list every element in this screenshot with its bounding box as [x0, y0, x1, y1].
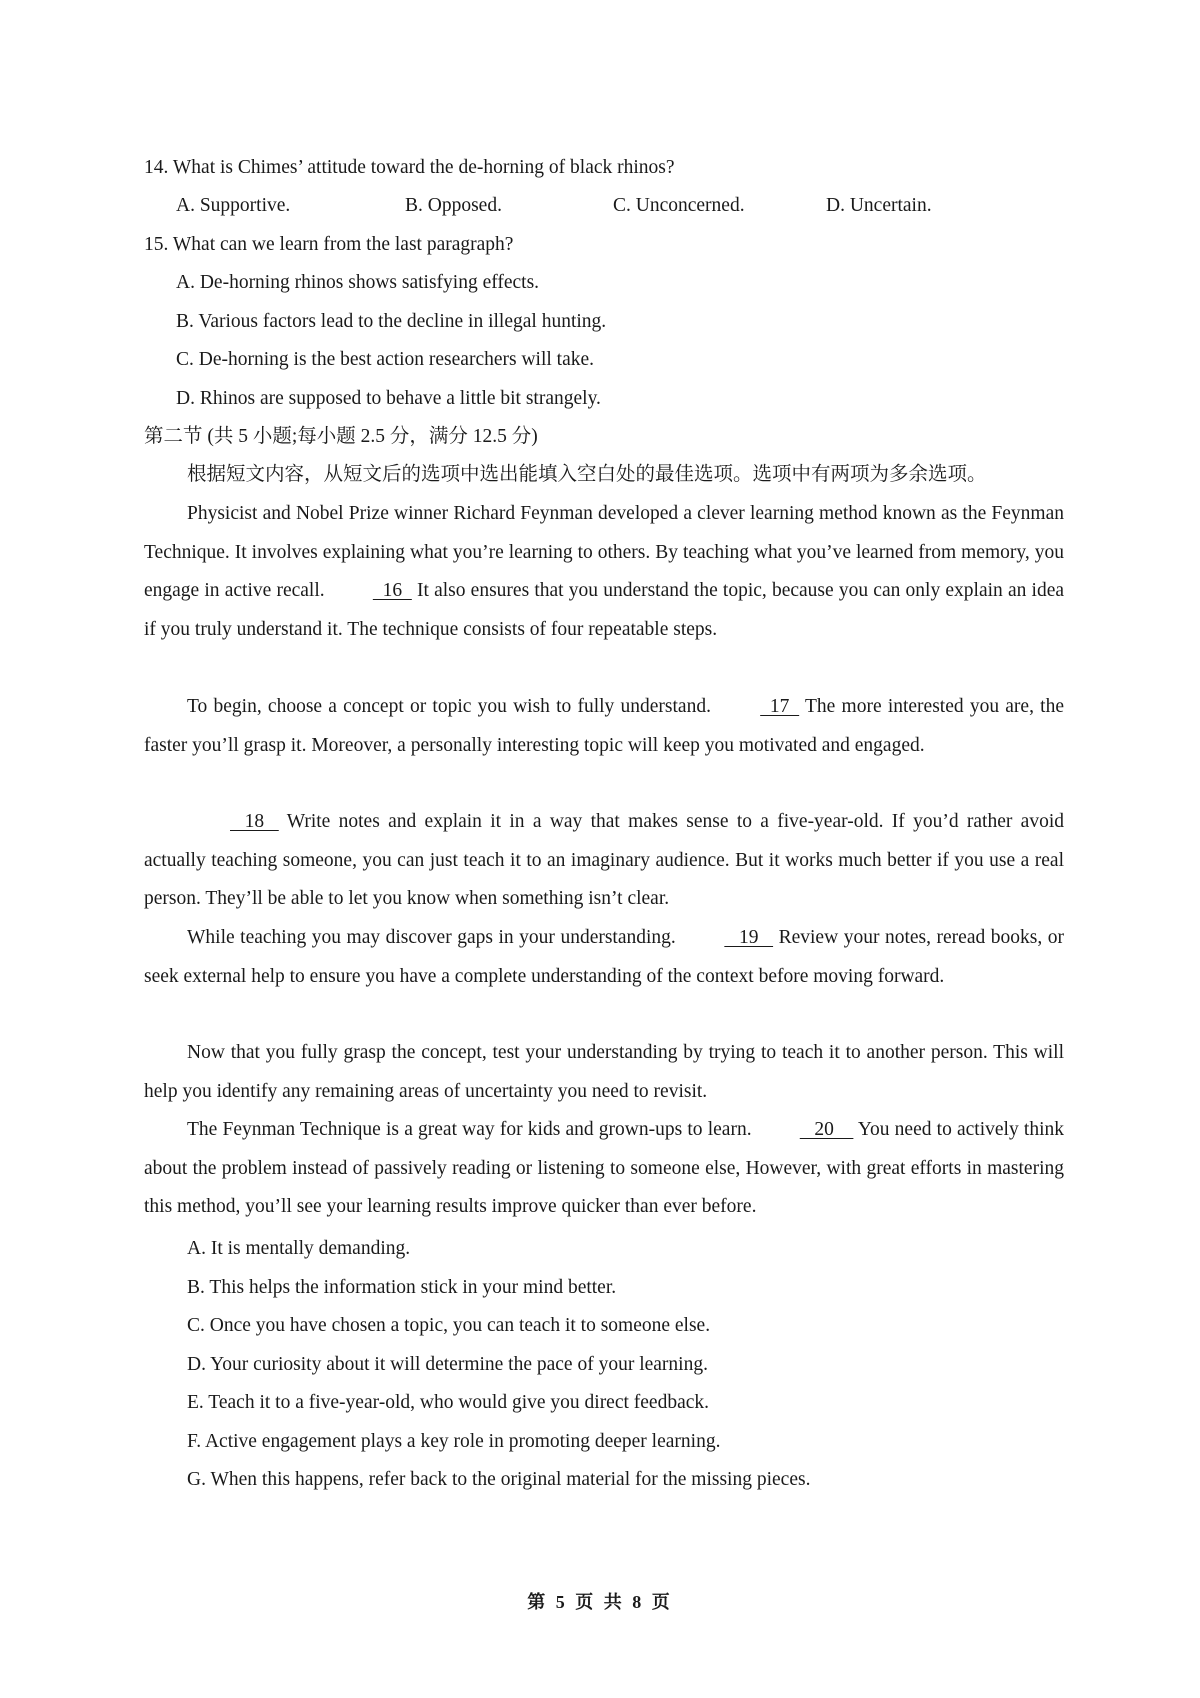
- section-2-heading: 第二节 (共 5 小题;每小题 2.5 分，满分 12.5 分): [144, 426, 538, 447]
- paragraph-text: The Feynman Technique is a great way for kids and grown-ups to learn.: [187, 1119, 757, 1140]
- choice-b: B. This helps the information stick in your mind better.: [187, 1277, 617, 1298]
- question-15-stem: 15. What can we learn from the last paragraph?: [144, 234, 514, 255]
- question-15-option-a: A. De-horning rhinos shows satisfying effects.: [176, 272, 540, 293]
- paragraph-text: To begin, choose a concept or topic you wish to fully understand.: [187, 696, 718, 717]
- blank-16: 16: [372, 580, 412, 601]
- paragraph-text: Physicist and Nobel Prize winner Richard Feynman developed a clever learning method known as the Feynman Technique. It involves explaining what you’re learning to others. By teaching what you’ve learned from memory, you engage in active recall.: [144, 503, 1064, 601]
- paragraph-text: Review your notes, reread books, or seek external help to ensure you have a complete understanding of the context before moving forward.: [144, 927, 1064, 987]
- passage-paragraph-6: [144, 1111, 1064, 1227]
- question-15-option-b: B. Various factors lead to the decline in illegal hunting.: [176, 311, 607, 332]
- choice-e: E. Teach it to a five-year-old, who would give you direct feedback.: [187, 1392, 710, 1413]
- passage-paragraph-1: [144, 495, 1064, 649]
- paragraph-text: It also ensures that you understand the topic, because you can only explain an idea if you truly understand it. The technique consists of four repeatable steps.: [144, 580, 1064, 640]
- question-15-option-c: C. De-horning is the best action researchers will take.: [176, 349, 595, 370]
- passage-paragraph-4: [144, 919, 1064, 996]
- blank-20: 20: [799, 1119, 854, 1140]
- question-14-option-d: D. Uncertain.: [826, 195, 932, 216]
- question-15-option-d: D. Rhinos are supposed to behave a little bit strangely.: [176, 388, 601, 409]
- passage-paragraph-2: [144, 688, 1064, 765]
- paragraph-text: While teaching you may discover gaps in your understanding.: [187, 927, 682, 948]
- section-2-instruction: 根据短文内容，从短文后的选项中选出能填入空白处的最佳选项。选项中有两项为多余选项。: [187, 464, 987, 485]
- passage-paragraph-5: Now that you fully grasp the concept, test your understanding by trying to teach it to another person. This will help you identify any remaining areas of uncertainty you need to revisit.: [144, 1042, 1064, 1102]
- choice-d: D. Your curiosity about it will determine the pace of your learning.: [187, 1354, 708, 1375]
- paragraph-text: Write notes and explain it in a way that makes sense to a five-year-old. If you’d rather avoid actually teaching someone, you can just teach it to an imaginary audience. But it works much better if you use a real person. They’ll be able to let you know when something isn’t clear.: [144, 811, 1064, 909]
- blank-17: 17: [760, 696, 800, 717]
- question-14-option-b: B. Opposed.: [405, 195, 502, 216]
- page-number-footer: 第 5 页 共 8 页: [527, 1592, 673, 1612]
- choice-g: G. When this happens, refer back to the original material for the missing pieces.: [187, 1469, 811, 1490]
- blank-19: 19: [724, 927, 774, 948]
- choice-f: F. Active engagement plays a key role in promoting deeper learning.: [187, 1431, 721, 1452]
- question-14-stem: 14. What is Chimes’ attitude toward the de-horning of black rhinos?: [144, 157, 675, 178]
- question-14-option-c: C. Unconcerned.: [613, 195, 745, 216]
- paragraph-text: The more interested you are, the faster you’ll grasp it. Moreover, a personally interesting topic will keep you motivated and engaged.: [144, 696, 1064, 756]
- paragraph-text: You need to actively think about the problem instead of passively reading or listening to someone else, However, with great efforts in mastering this method, you’ll see your learning results improve quicker than ever before.: [144, 1119, 1064, 1217]
- choice-a: A. It is mentally demanding.: [187, 1238, 411, 1259]
- passage-paragraph-3: [144, 803, 1064, 919]
- blank-18: 18: [230, 811, 279, 832]
- choice-c: C. Once you have chosen a topic, you can teach it to someone else.: [187, 1315, 711, 1336]
- question-14-option-a: A. Supportive.: [176, 195, 291, 216]
